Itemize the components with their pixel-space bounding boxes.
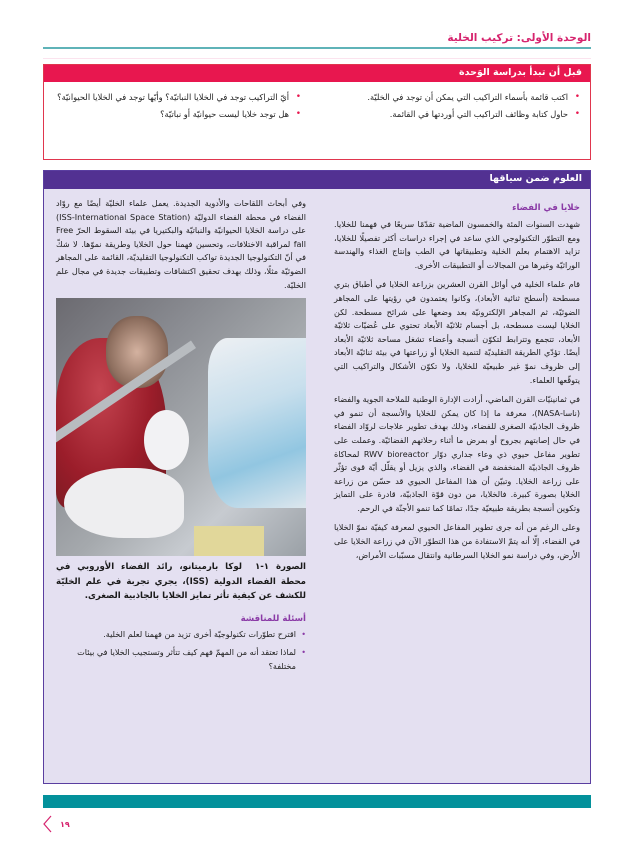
discussion-title: أسئلة للمناقشة	[240, 613, 306, 624]
article-subtitle: خلايا في الفضاء	[512, 203, 580, 213]
bullet-icon: •	[295, 109, 301, 119]
chevron-left-icon	[43, 815, 52, 833]
science-in-context-title: العلوم ضمن سياقها	[44, 171, 590, 189]
bullet-icon: •	[301, 628, 306, 639]
page-number	[43, 815, 70, 833]
header-divider	[43, 47, 591, 49]
bullet-icon: •	[574, 92, 580, 102]
sample-bag	[208, 338, 306, 508]
discussion-item: • لماذا تعتقد أنه من المهمّ فهم كيف تتأثر وتستجيب الخلايا في بيئات مختلفة؟	[77, 647, 306, 671]
footer-bar	[43, 795, 591, 808]
before-unit-item: • أيّ التراكيب توجد في الخلايا النباتيّة؟ وأيّها توجد في الخلايا الحيوانيّة؟	[57, 92, 301, 102]
article-paragraph: وفي أبحاث اللقاحات والأدوية الجديدة. يعمل علماء الخليّة أيضًا مع روّاد الفضاء في محطة الفضاء الدوليّة (ISS-International Space Station) على دراسة الخلايا الحيوانيّة والنباتيّة والبكتيريا في بيئة السقوط الحرّ Free fall لمراقبة الاختلافات، وتحسين فهمنا حول الخلايا وطريقة نموّها. لا شكّ في أنّ التكنولوجيا الجديدة تواكب التكنولوجيا التقليديّة، القائمة على المجاهر الضوئيّة مثلًا، وذلك بهدف تحقيق اكتشافات وتطبيقات جديدة في مجال علم الخليّة.	[56, 198, 306, 290]
before-unit-box	[43, 64, 591, 160]
bullet-icon: •	[574, 109, 580, 119]
before-unit-item: • هل توجد خلايا ليست حيوانيّة أو نباتيّة؟	[160, 109, 301, 119]
bullet-icon: •	[295, 92, 301, 102]
glove-port	[144, 410, 189, 470]
header-divider-faint	[43, 58, 591, 59]
before-unit-column-right	[317, 90, 582, 124]
discussion-list	[56, 628, 306, 674]
discussion-item: • اقترح تطوّرات تكنولوجيّة أخرى تزيد من فهمنا لعلم الخلية.	[56, 628, 306, 642]
page-number-label: ١٩	[60, 819, 70, 829]
article-paragraph: في ثمانينيّات القرن الماضي، أرادت الإدارة الوطنية للملاحة الجوية والفضاء (ناسا-NASA)، معرفة ما إذا كان يمكن للخلايا والأنسجة أن تنمو في ظروف الجاذبيّة الصغرى للفضاء، وذلك بهدف تطوير علاجات لروّاد الفضاء في حال إصابتهم بجروح أو بمرض ما أثناء رحلاتهم الفضائيّة. وعملت على تطوير مفاعل حيوي ذي وعاء جداري دوّار RWV bioreactor لمحاكاة ظروف الجاذبيّة المنخفضة في الفضاء، والذي يزيل أو يقلّل أيّة قوى تؤثّر على زراعة الخلايا. وتبيّن أن هذا المفاعل الحيوي قد حسّن من زراعة الخلايا بصورة كبيرة. فالخلايا، من دون قوّة الجاذبيّة، قادرة على التمايز وتكوين أنسجة بطريقة طبيعيّة جدًا، تمامًا كما تنمو الأجنّة في الرحم.	[334, 394, 580, 513]
bullet-icon: •	[301, 647, 306, 658]
astronaut-photo	[56, 298, 306, 556]
article-column-left	[44, 197, 316, 783]
article-paragraph: قام علماء الخلية في أوائل القرن العشرين بزراعة الخلايا في أطباق بتري مسطحة (أسطح ثنائية الأبعاد)، وكانوا يعتمدون في رؤيتها على المجاهر الضوئيّة، ثم المجاهر الإلكترونيّة بعد وضعها على شرائح مسطحة. لكن الخلايا ليست مسطحة، بل أجسام ثلاثيّة الأبعاد تحتوي على عُضيّات ثلاثيّة الأبعاد، تتجمع وتترابط لتكوّن أنسجة وأعضاء تشغل مساحة ثلاثيّة الأبعاد أيضًا. تؤدّي الطريقة التقليديّة لتنمية الخلايا أو زراعتها في بيئة ثنائيّة الأبعاد إلى ظروف نموّ غير طبيعيّة للخلايا، ولا تكوّن الأشكال والتراكيب التي يتوقّعها العلماء.	[334, 279, 580, 385]
work-tray	[194, 526, 264, 556]
figure-number: الصورة ١-١	[254, 562, 306, 573]
glove-port	[64, 468, 184, 538]
unit-title: الوحدة الأولى: تركيب الخلية	[447, 32, 591, 44]
before-unit-item: • حاول كتابة وظائف التراكيب التي أوردتها في القائمة.	[389, 109, 580, 119]
science-in-context-box	[43, 170, 591, 784]
before-unit-item: • اكتب قائمة بأسماء التراكيب التي يمكن أن توجد في الخليّة.	[367, 92, 580, 102]
before-unit-column-left	[52, 90, 317, 124]
article-paragraph: وعلى الرغم من أنه جرى تطوير المفاعل الحيوي لمعرفة كيفيّة نموّ الخلايا في الفضاء، إلّا أنه يتمّ الاستفادة من هذا التطوّر الآن في زراعة الخلايا على الأرض، وفي دراسة نمو الخلايا السرطانية وانتقال مسبّبات الأمراض،	[334, 522, 580, 560]
before-unit-title: قبل أن تبدأ بدراسة الوَحدة	[44, 65, 590, 82]
figure-caption: الصورة ١-١ لوكا بارميتانو، رائد الفضاء الأوروبي في محطة الفضاء الدولية (ISS)، يجري تجربة في علم الخليّة للكشف عن كيفية تأثر تمايز الخلايا بالجاذبية الصغرى.	[56, 562, 306, 602]
article-paragraph: شهدت السنوات المئة والخمسون الماضية تقدّمًا سريعًا في فهمنا للخلايا. ومع التطوّر التكنولوجي الذي ساعد في إجراء دراسات أكثر تفصيلًا للخلايا، تزايد الاهتمام بعلم الخلية وتطبيقاتها في الطب وإنتاج الغذاء والهندسة الوراثيّة وغيرها من المجالات أو التطبيقات الأخرى.	[334, 219, 580, 270]
article-column-right	[316, 197, 590, 783]
